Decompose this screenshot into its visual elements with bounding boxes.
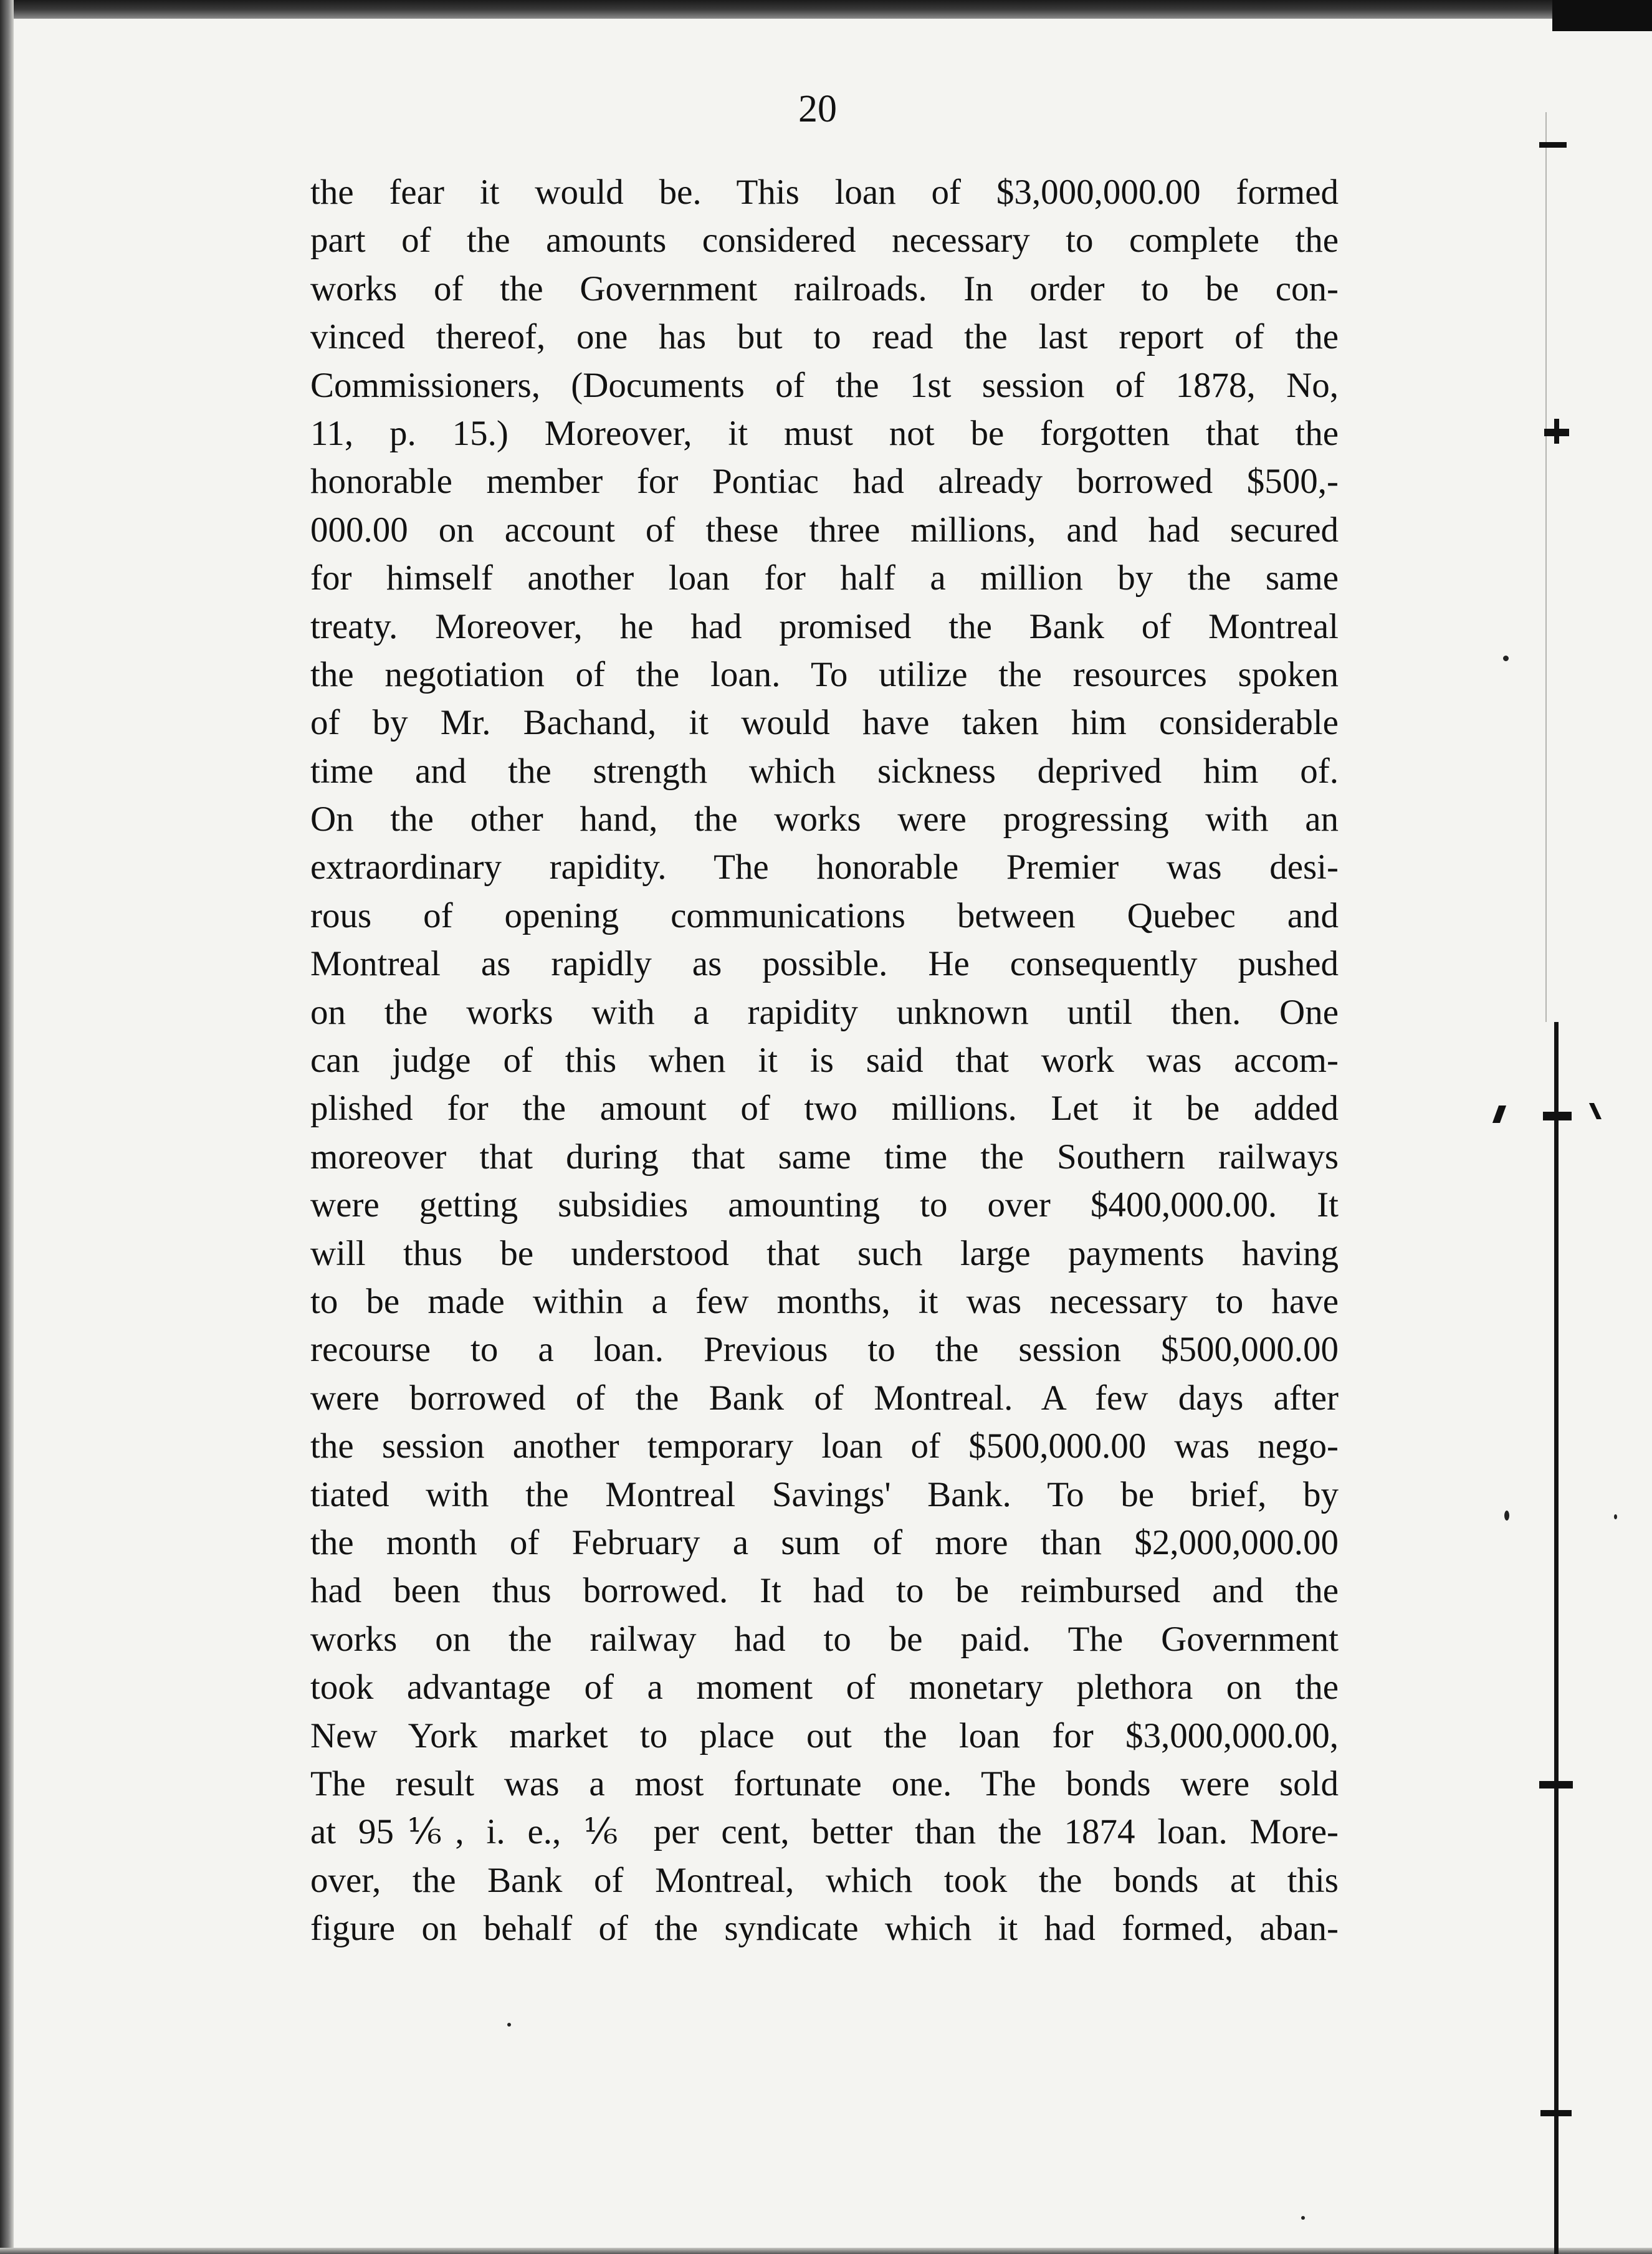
text-line: the month of February a sum of more than $2,000,000.00: [310, 1522, 1339, 1562]
binding-mark: [1492, 1106, 1506, 1123]
speck: [1504, 1511, 1509, 1521]
text-line: figure on behalf of the syndicate which it had formed, aban-: [310, 1909, 1339, 1949]
text-line: Montreal as rapidly as possible. He consequently pushed: [310, 944, 1339, 984]
text-line: Commissioners, (Documents of the 1st session of 1878, No,: [310, 365, 1339, 405]
text-line: the fear it would be. This loan of $3,000,000.00 formed: [310, 173, 1339, 212]
binding-mark: [1543, 1112, 1572, 1120]
binding-mark: [1540, 2110, 1572, 2116]
text-line: at 95⅙, i. e., ⅙ per cent, better than the 1874 loan. More-: [310, 1812, 1339, 1852]
scan-top-edge: [0, 0, 1652, 19]
binding-mark: [1554, 419, 1559, 444]
text-line: New York market to place out the loan for $3,000,000.00,: [310, 1716, 1339, 1755]
text-line: honorable member for Pontiac had already borrowed $500,-: [310, 462, 1339, 502]
text-line: part of the amounts considered necessary to complete the: [310, 221, 1339, 260]
speck: [1503, 656, 1509, 661]
binding-gutter-line: [1554, 1022, 1559, 2254]
body-text: [310, 168, 1339, 1952]
text-line: had been thus borrowed. It had to be reimbursed and the: [310, 1571, 1339, 1611]
text-line: can judge of this when it is said that work was accom-: [310, 1041, 1339, 1081]
text-line: will thus be understood that such large payments having: [310, 1233, 1339, 1273]
page-number: 20: [798, 88, 837, 130]
text-line: time and the strength which sickness deprived him of.: [310, 751, 1339, 791]
binding-gutter-faint: [1545, 112, 1547, 1022]
text-line: the session another temporary loan of $500,000.00 was nego-: [310, 1426, 1339, 1466]
text-line: treaty. Moreover, he had promised the Bank of Montreal: [310, 606, 1339, 646]
binding-mark: [1539, 142, 1567, 148]
text-line: plished for the amount of two millions. Let it be added: [310, 1089, 1339, 1129]
text-line: were borrowed of the Bank of Montreal. A few days after: [310, 1378, 1339, 1418]
text-line: rous of opening communications between Quebec and: [310, 895, 1339, 935]
binding-mark: [1539, 1781, 1573, 1788]
text-line: 11, p. 15.) Moreover, it must not be forgotten that the: [310, 413, 1339, 453]
text-line: works on the railway had to be paid. The Government: [310, 1619, 1339, 1659]
text-line: the negotiation of the loan. To utilize the resources spoken: [310, 654, 1339, 694]
speck: [1301, 2216, 1305, 2220]
text-line: extraordinary rapidity. The honorable Premier was desi-: [310, 848, 1339, 887]
text-line: for himself another loan for half a million by the same: [310, 558, 1339, 598]
text-line: works of the Government railroads. In order to be con-: [310, 269, 1339, 308]
speck: [1614, 1514, 1617, 1519]
text-line: On the other hand, the works were progressing with an: [310, 800, 1339, 839]
text-line: vinced thereof, one has but to read the last report of the: [310, 317, 1339, 357]
text-line: The result was a most fortunate one. The bonds were sold: [310, 1764, 1339, 1803]
text-line: on the works with a rapidity unknown until then. One: [310, 992, 1339, 1032]
binding-mark: [1589, 1103, 1602, 1119]
text-line: of by Mr. Bachand, it would have taken him considerable: [310, 703, 1339, 743]
text-line: 000.00 on account of these three millions, and had secured: [310, 510, 1339, 550]
text-line: over, the Bank of Montreal, which took the bonds at this: [310, 1860, 1339, 1900]
text-line: tiated with the Montreal Savings' Bank. To be brief, by: [310, 1474, 1339, 1514]
scan-bottom-edge: [0, 2248, 1652, 2254]
text-line: took advantage of a moment of monetary plethora on the: [310, 1668, 1339, 1707]
scan-left-edge: [0, 0, 14, 2254]
text-line: were getting subsidies amounting to over $400,000.00. It: [310, 1185, 1339, 1225]
scan-corner-shadow: [1552, 0, 1652, 31]
text-line: recourse to a loan. Previous to the session $500,000.00: [310, 1330, 1339, 1370]
text-line: moreover that during that same time the Southern railways: [310, 1137, 1339, 1177]
speck: [507, 2023, 511, 2027]
text-line: to be made within a few months, it was necessary to have: [310, 1281, 1339, 1321]
